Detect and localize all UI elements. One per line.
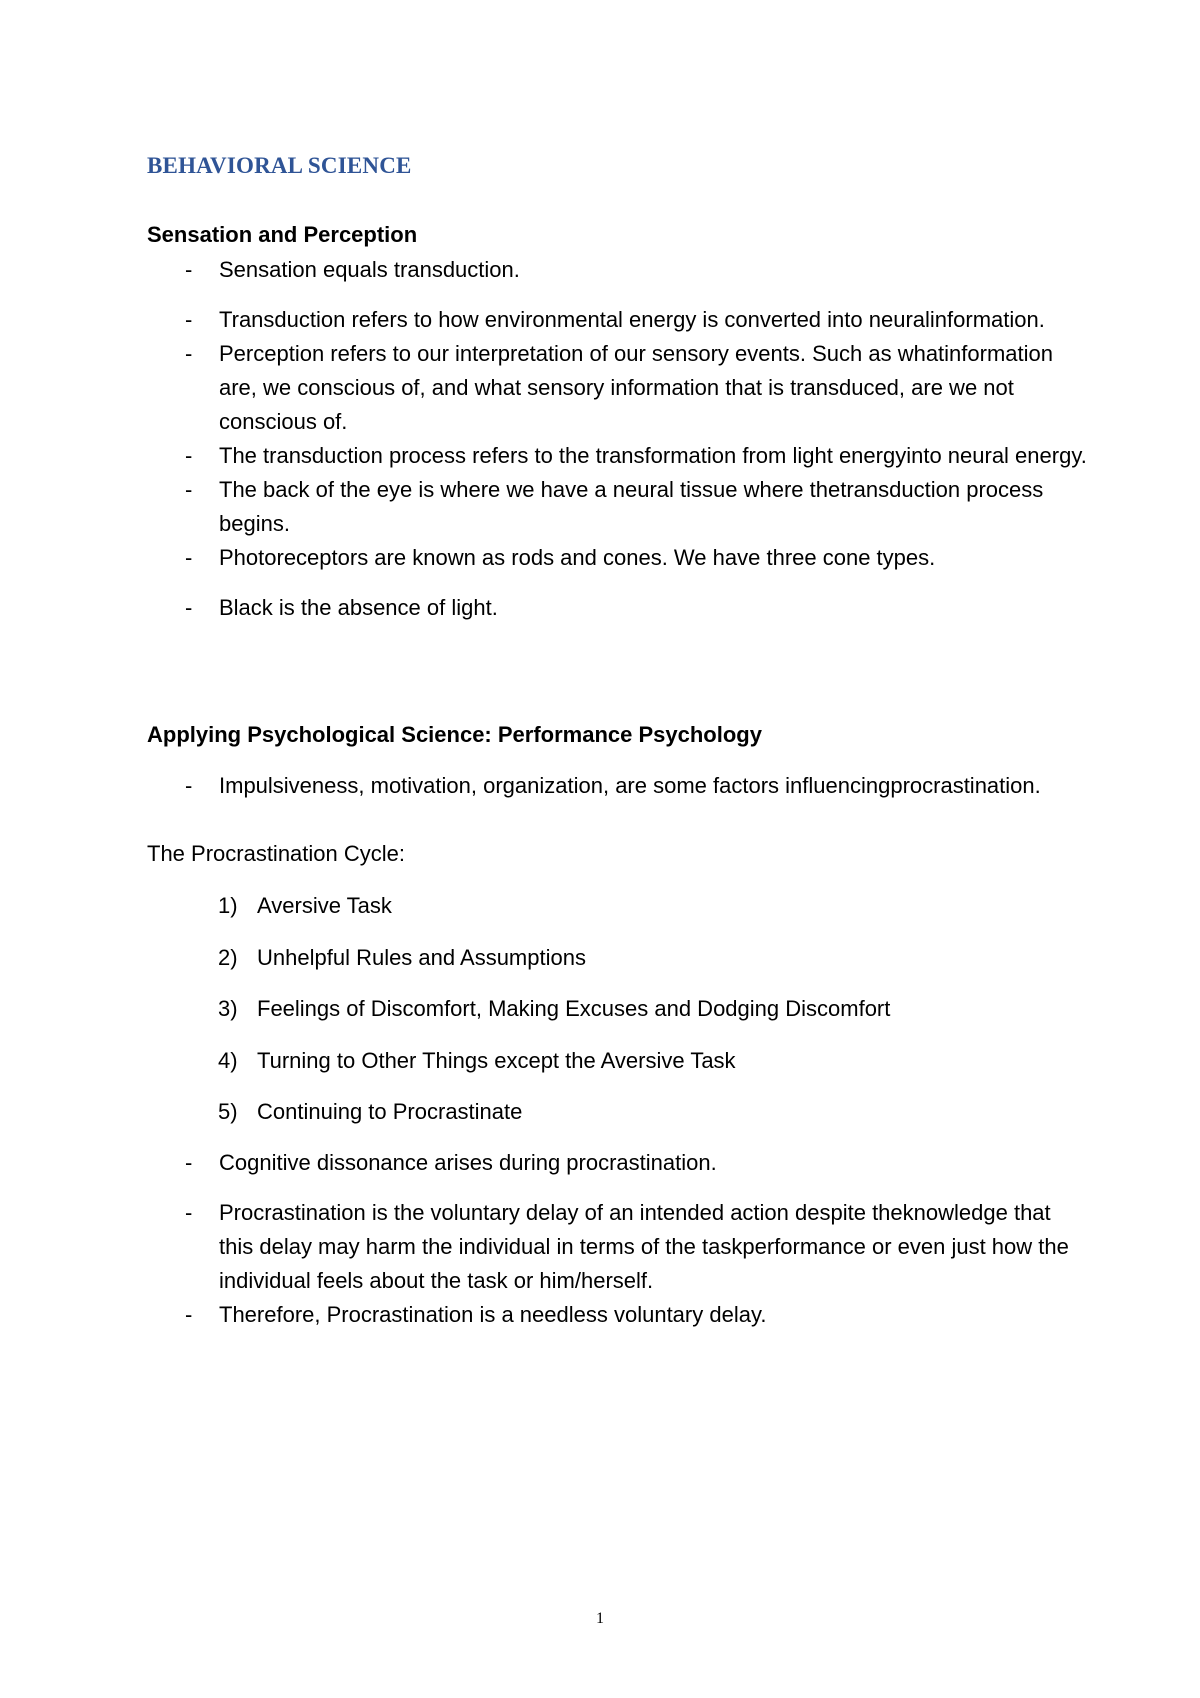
cycle-step (0, 1095, 890, 1147)
bullet-text: Sensation equals transduction. (219, 257, 520, 282)
bullet-text: Photoreceptors are known as rods and cones. We have three cone types. (219, 545, 936, 570)
cycle-step (0, 1044, 890, 1096)
cycle-step (0, 992, 890, 1044)
cycle-step-text: Turning to Other Things except the Aversive Task (257, 1047, 736, 1073)
performance-bullet-list (0, 769, 1089, 803)
document-title: BEHAVIORAL SCIENCE (147, 153, 412, 178)
bullet-dash: - (185, 341, 193, 366)
procrastination-cycle-list (0, 889, 890, 1147)
cycle-step-text: Aversive Task (257, 893, 392, 918)
bullet-text: Perception refers to our interpretation of our sensory events. Such as whatinformation are, we conscious of, and what sensory information that is transduced, are we not conscious of. (219, 341, 1053, 434)
bullet-text: Cognitive dissonance arises during procrastination. (219, 1150, 717, 1175)
cycle-step-text: Continuing to Procrastinate (257, 1099, 523, 1124)
bullet-dash: - (185, 307, 193, 332)
bullet-dash: - (185, 1200, 193, 1225)
bullet-text: The transduction process refers to the transformation from light energyinto neural energy. (219, 443, 1087, 468)
bullet-text: Therefore, Procrastination is a needless voluntary delay. (219, 1302, 767, 1327)
bullet-text: Transduction refers to how environmental energy is converted into neuralinformation. (219, 307, 1045, 332)
section-heading-sensation: Sensation and Perception (147, 222, 418, 247)
cycle-step-number: 1) (218, 893, 238, 918)
procrastination-cycle-label: The Procrastination Cycle: (147, 841, 405, 866)
bullet-item (0, 1146, 1089, 1180)
cycle-step (0, 889, 890, 941)
cycle-step-text: Unhelpful Rules and Assumptions (257, 944, 586, 970)
bullet-item (0, 337, 1089, 439)
bullet-text: Black is the absence of light. (219, 595, 498, 620)
bullet-text: The back of the eye is where we have a neural tissue where thetransduction process begins. (219, 477, 1044, 536)
bullet-dash: - (185, 1150, 193, 1175)
cycle-step-number: 2) (218, 944, 238, 970)
cycle-step-number: 3) (218, 996, 238, 1021)
cycle-step-number: 5) (218, 1099, 238, 1124)
bullet-dash: - (185, 545, 193, 570)
bullet-dash: - (185, 443, 193, 468)
bullet-item (0, 591, 1089, 625)
bullet-text: Procrastination is the voluntary delay of an intended action despite theknowledge that this delay may harm the individual in terms of the taskperformance or even just how the individual feels about the task or him/herself. (219, 1200, 1069, 1293)
cycle-step-number: 4) (218, 1047, 238, 1073)
bullet-dash: - (185, 477, 193, 502)
bullet-text: Impulsiveness, motivation, organization, are some factors influencingprocrastination. (219, 773, 1041, 798)
bullet-dash: - (185, 1302, 193, 1327)
bullet-item (0, 473, 1089, 541)
bullet-item (0, 1298, 1089, 1332)
bullet-item (0, 253, 1089, 287)
page-number: 1 (596, 1610, 604, 1627)
bullet-item (0, 303, 1089, 337)
cycle-step-text: Feelings of Discomfort, Making Excuses and Dodging Discomfort (257, 996, 891, 1021)
bullet-item (0, 1196, 1089, 1298)
bullet-dash: - (185, 595, 193, 620)
cycle-step (0, 941, 890, 993)
bullet-item (0, 769, 1089, 803)
procrastination-bullet-list (0, 1146, 1089, 1332)
bullet-item (0, 439, 1089, 473)
sensation-bullet-list (0, 253, 1089, 625)
section-heading-performance: Applying Psychological Science: Performance Psychology (147, 722, 762, 747)
bullet-item (0, 541, 1089, 575)
bullet-dash: - (185, 257, 193, 282)
bullet-dash: - (185, 773, 193, 798)
